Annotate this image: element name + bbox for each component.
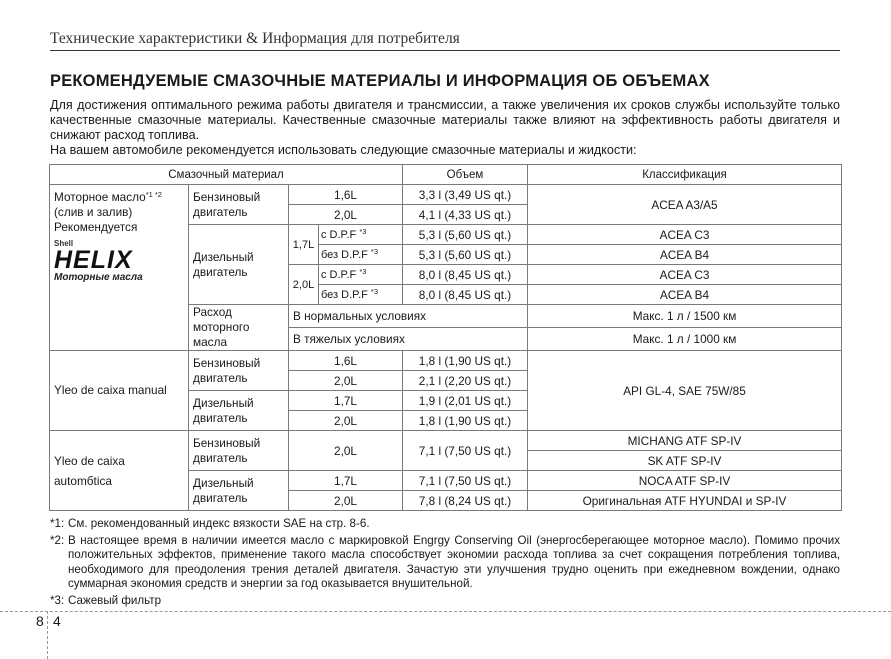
classification-cell: ACEA C3 [528, 225, 842, 245]
engine-size: 1,7L [289, 471, 403, 491]
header-volume: Объем [403, 165, 528, 185]
engine-size: 2,0L [289, 411, 403, 431]
table-row [50, 351, 842, 371]
dpf-label: с D.P.F [321, 228, 357, 241]
volume-cell: 1,8 l (1,90 US qt.) [403, 351, 528, 371]
volume-cell: 5,3 l (5,60 US qt.) [403, 225, 528, 245]
classification-cell: NOCA ATF SP-IV [528, 471, 842, 491]
volume-cell: 4,1 l (4,33 US qt.) [403, 205, 528, 225]
logo-name: HELIX [54, 246, 133, 274]
auto-diesel: Дизельный двигатель [189, 471, 289, 511]
volume-cell: 7,1 l (7,50 US qt.) [403, 431, 528, 471]
page-divider-vertical [47, 611, 48, 659]
footnote-text: См. рекомендованный индекс вязкости SAE на стр. 8-6. [68, 517, 370, 530]
engine-oil-label: Моторное масло [54, 190, 146, 204]
dpf-label: с D.P.F [321, 268, 357, 281]
volume-cell: 7,1 l (7,50 US qt.) [403, 471, 528, 491]
condition-cell: В нормальных условиях [289, 305, 528, 328]
volume-cell: 2,1 l (2,20 US qt.) [403, 371, 528, 391]
volume-cell: 3,3 l (3,49 US qt.) [403, 185, 528, 205]
volume-cell: 1,8 l (1,90 US qt.) [403, 411, 528, 431]
engine-oil-petrol: Бензиновый двигатель [189, 185, 289, 225]
header-material: Смазочный материал [50, 165, 403, 185]
classification-cell: ACEA C3 [528, 265, 842, 285]
engine-oil-diesel: Дизельный двигатель [189, 225, 289, 305]
footnote-text: В настоящее время в наличии имеется масло с маркировкой Engrgy Conserving Oil (энергосберегающее моторное масло). Помимо прочих положительных эффектов, применение такого масла способствует экономии расхода топлива за счет сокращения потребления топлива, необходимого для преодоления трения деталей двигателя. Зачастую эти улучшения трудно оценить при ежедневном вождении, однако суммарная экономия средств и энергии за год оказывается внушительной. [68, 533, 840, 590]
dpf-footnote: *3 [370, 286, 379, 296]
lubricants-table [49, 164, 842, 511]
classification-cell: ACEA B4 [528, 285, 842, 305]
page-number: 4 [53, 613, 61, 629]
manual-gearbox-label: Yleo de caixa manual [50, 351, 189, 431]
classification-cell: MICHANG ATF SP-IV [528, 431, 842, 451]
classification-cell: ACEA B4 [528, 245, 842, 265]
intro-paragraph-1: Для достижения оптимального режима работы двигателя и трансмиссии, а также увеличения их сроков службы используйте только качественные смазочные материалы. Качественные смазочные материалы также влияют на эффективность работы двигателя и снижают расход топлива. [50, 98, 840, 142]
dpf-label: без D.P.F [321, 288, 368, 301]
dpf-cell [319, 265, 403, 285]
page-section-number: 8 [36, 613, 44, 629]
condition-cell: В тяжелых условиях [289, 328, 528, 351]
dpf-cell [319, 245, 403, 265]
footnote-text: Сажевый фильтр [68, 593, 162, 607]
volume-cell: 8,0 l (8,45 US qt.) [403, 285, 528, 305]
engine-size: 2,0L [289, 491, 403, 511]
engine-size: 1,7L [289, 225, 319, 265]
dpf-footnote: *3 [359, 266, 367, 276]
intro-text [50, 98, 840, 158]
engine-size: 1,6L [289, 185, 403, 205]
volume-cell: 1,9 l (2,01 US qt.) [403, 391, 528, 411]
dpf-footnote: *3 [359, 226, 367, 236]
header-classification: Классификация [528, 165, 842, 185]
engine-oil-label-2: (слив и залив) [54, 205, 133, 219]
footnote-mark: *2: [50, 533, 65, 547]
engine-size: 2,0L [289, 205, 403, 225]
footnote [50, 517, 840, 532]
volume-cell: Макс. 1 л / 1000 км [528, 328, 842, 351]
classification-cell: ACEA A3/A5 [528, 185, 842, 225]
table-header-row [50, 165, 842, 185]
manual-diesel: Дизельный двигатель [189, 391, 289, 431]
auto-petrol: Бензиновый двигатель [189, 431, 289, 471]
dpf-cell [319, 225, 403, 245]
footnote [50, 534, 840, 592]
logo-subtitle: Моторные масла [54, 272, 143, 283]
engine-size: 2,0L [289, 265, 319, 305]
engine-size: 2,0L [289, 371, 403, 391]
engine-size: 1,7L [289, 391, 403, 411]
classification-cell: SK ATF SP-IV [528, 451, 842, 471]
logo-brand: Shell [54, 239, 74, 248]
volume-cell: 7,8 l (8,24 US qt.) [403, 491, 528, 511]
page-divider [0, 611, 891, 612]
dpf-cell [319, 285, 403, 305]
manual-petrol: Бензиновый двигатель [189, 351, 289, 391]
running-header: Технические характеристики & Информация для потребителя [50, 30, 840, 51]
table-row [50, 431, 842, 451]
footnotes [50, 517, 840, 610]
engine-oil-cell [50, 185, 189, 351]
volume-cell: 5,3 l (5,60 US qt.) [403, 245, 528, 265]
engine-size: 2,0L [289, 431, 403, 471]
classification-cell: API GL-4, SAE 75W/85 [528, 351, 842, 431]
auto-gearbox-label: Yleo de caixa automбtica [50, 431, 189, 511]
engine-oil-footnote-marks: *1 *2 [145, 190, 162, 199]
intro-paragraph-2: На вашем автомобиле рекомендуется использовать следующие смазочные материалы и жидкости: [50, 143, 637, 157]
section-title: РЕКОМЕНДУЕМЫЕ СМАЗОЧНЫЕ МАТЕРИАЛЫ И ИНФОРМАЦИЯ ОБ ОБЪЕМАХ [50, 72, 710, 90]
footnote-mark: *3: [50, 593, 65, 607]
engine-oil-recommended: Рекомендуется [54, 220, 138, 234]
footnote [50, 594, 840, 609]
footnote-mark: *1: [50, 517, 65, 530]
volume-cell: 8,0 l (8,45 US qt.) [403, 265, 528, 285]
engine-size: 1,6L [289, 351, 403, 371]
classification-cell: Оригинальная ATF HYUNDAI и SP-IV [528, 491, 842, 511]
table-row [50, 185, 842, 205]
volume-cell: Макс. 1 л / 1500 км [528, 305, 842, 328]
shell-helix-logo [54, 239, 154, 283]
dpf-label: без D.P.F [321, 248, 368, 261]
dpf-footnote: *3 [370, 246, 379, 256]
consumption-label: Расход моторного масла [189, 305, 289, 351]
